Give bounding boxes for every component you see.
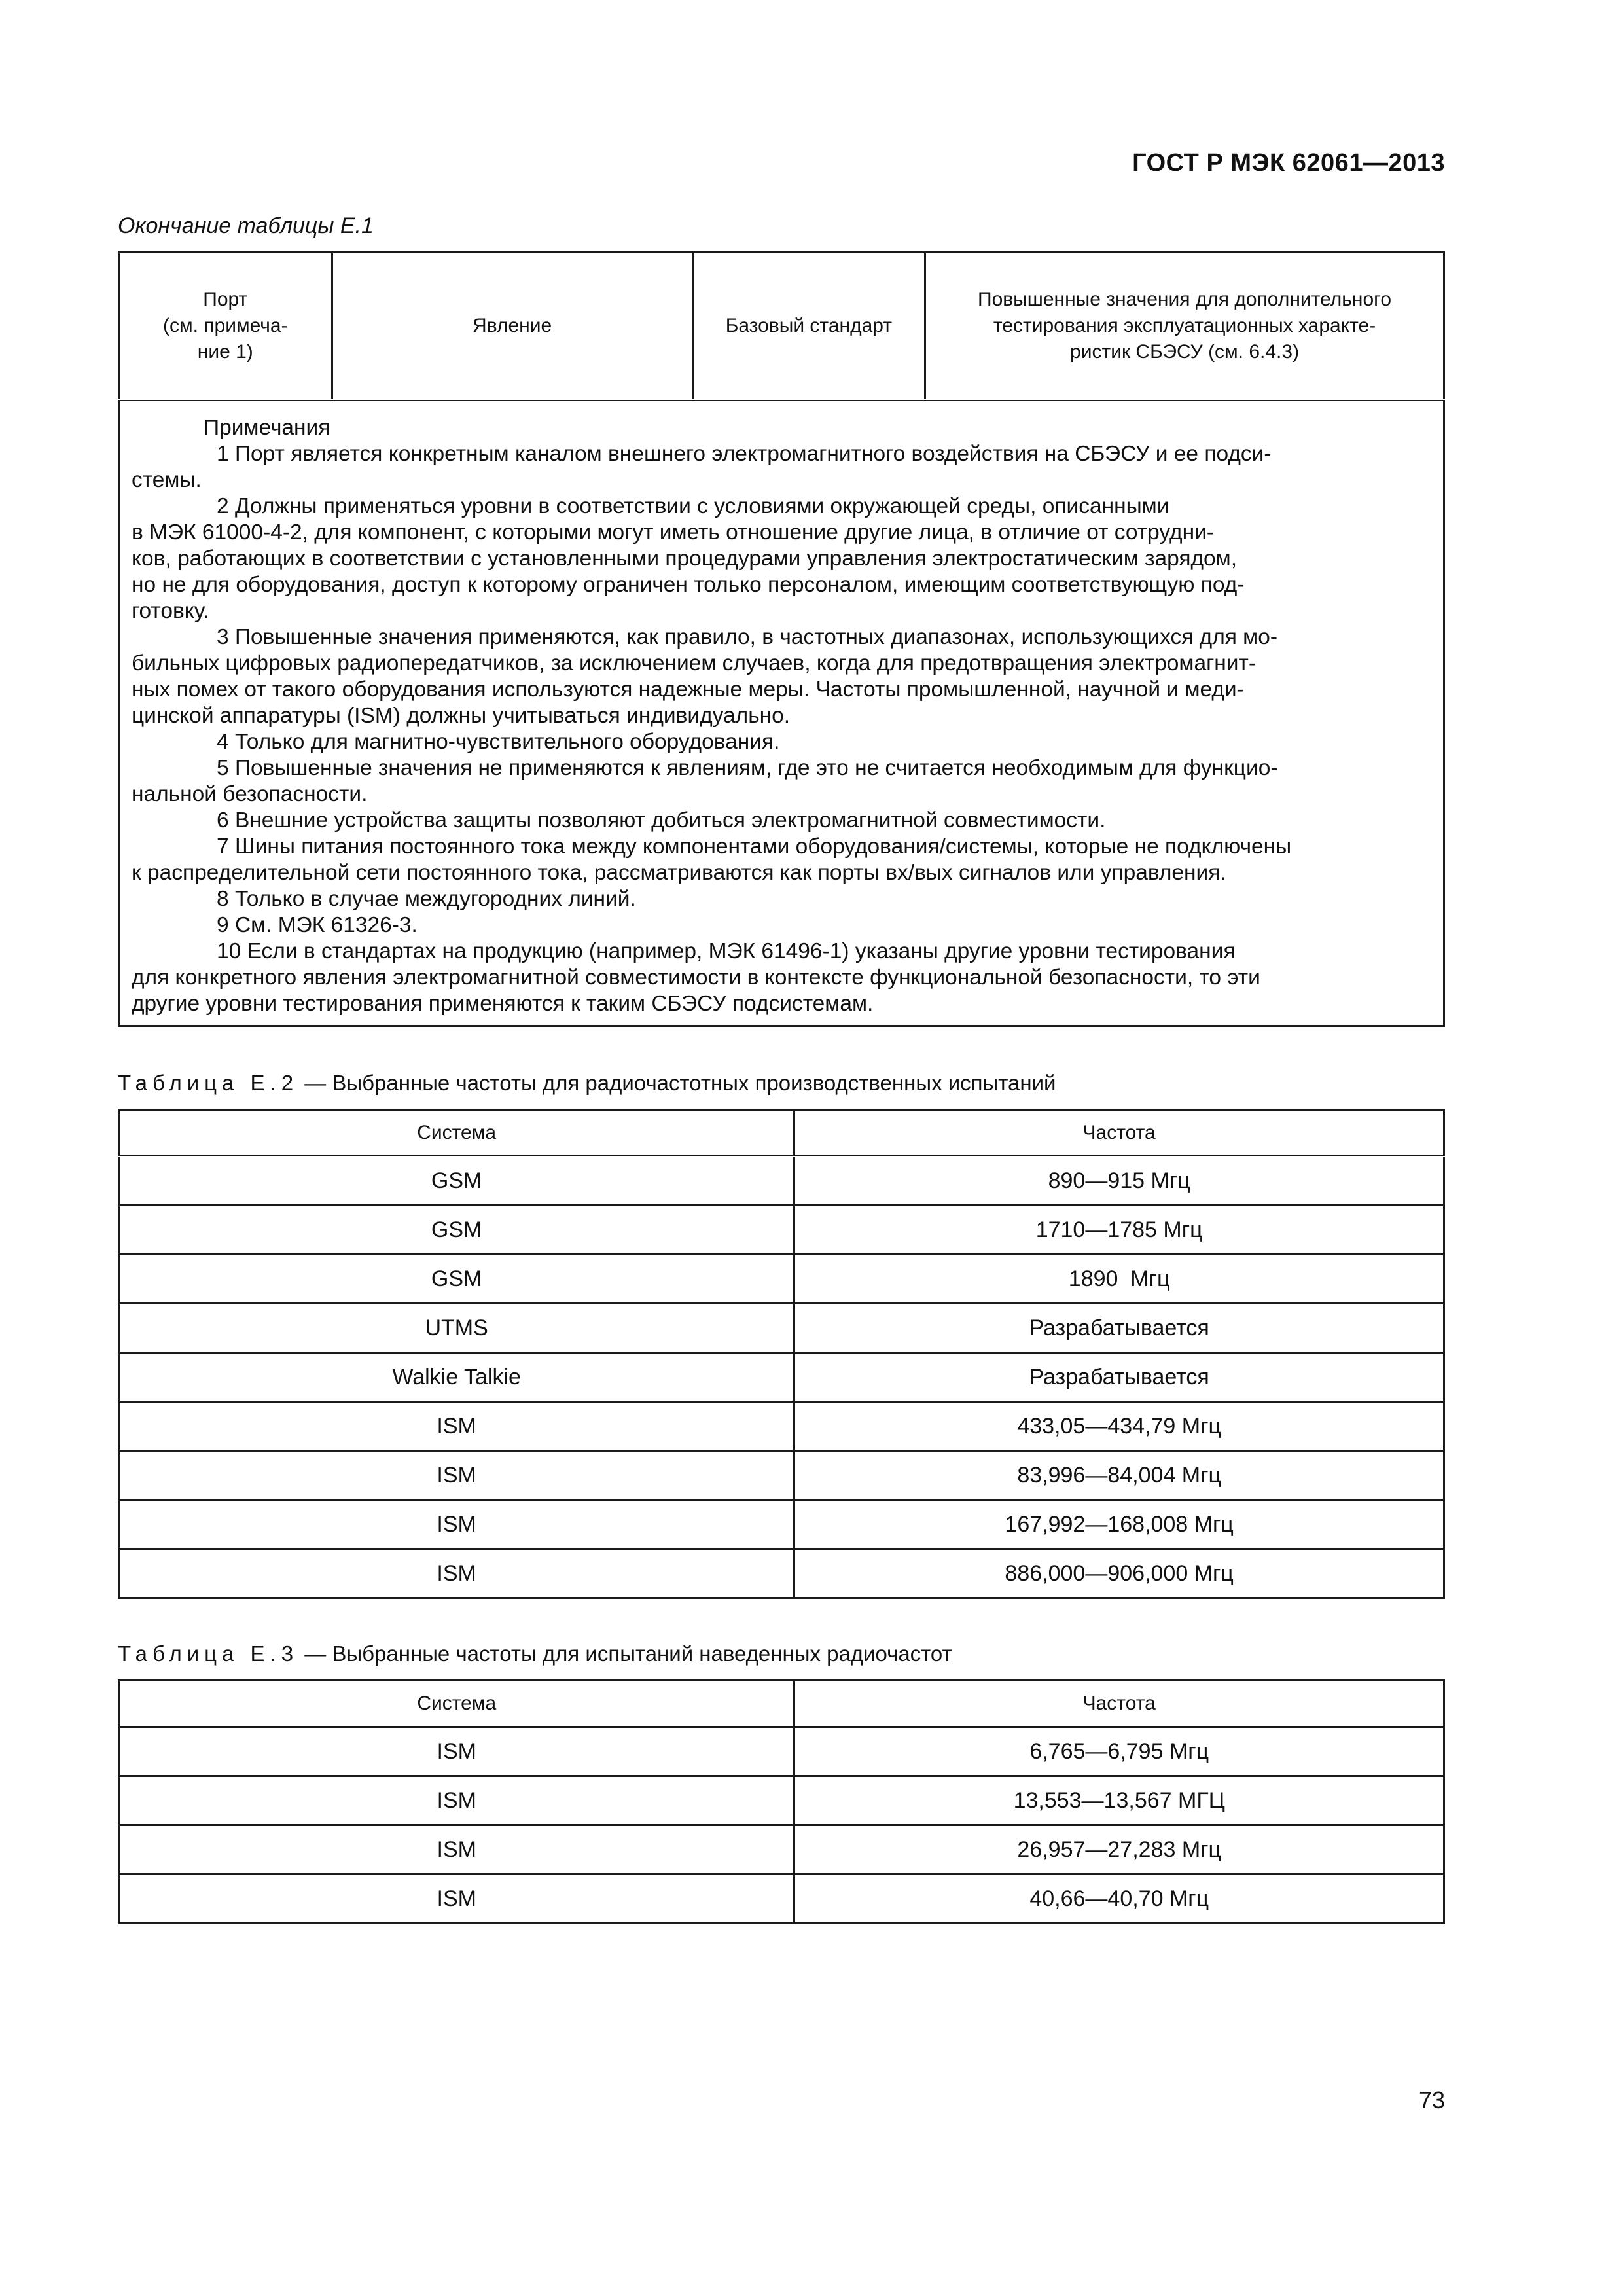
frequency-cell: 433,05—434,79 Мгц <box>794 1402 1444 1451</box>
frequency-cell: Разрабатывается <box>794 1353 1444 1402</box>
header-port: Порт (см. примеча- ние 1) <box>119 253 332 400</box>
system-cell: ISM <box>119 1451 794 1500</box>
table-row <box>119 1874 1444 1924</box>
system-cell: ISM <box>119 1776 794 1825</box>
header-phenomenon: Явление <box>332 253 692 400</box>
table-row <box>119 1206 1444 1255</box>
table-row <box>119 1451 1444 1500</box>
note-2: 2 Должны применяться уровни в соответствии с условиями окружающей среды, описанными в МЭК 61000-4-2, для компонент, с которыми могут иметь отношение другие лица, в отличие от сотрудни- ков, работающих в соответствии с установленными процедурами управления электростатическим зарядом, но не для оборудования, доступ к которому ограничен только персоналом, имеющим соответствующую под- готовку. <box>132 494 1245 623</box>
note-8: 8 Только в случае междугородних линий. <box>217 887 636 911</box>
table-row <box>119 1353 1444 1402</box>
table-row <box>119 1157 1444 1206</box>
table-e3-caption: Таблица Е.3 — Выбранные частоты для испытаний наведенных радиочастот <box>118 1641 952 1666</box>
header-frequency: Частота <box>794 1681 1444 1727</box>
note-3: 3 Повышенные значения применяются, как правило, в частотных диапазонах, использующихся для мо- бильных цифровых радиопередатчиков, за исключением случаев, когда для предотвращения электромагнит- ных помех от такого оборудования используются надежные меры. Частоты промышленной, научной и меди- цинской аппаратуры (ISM) должны учитываться индивидуально. <box>132 625 1278 728</box>
table-row <box>119 1549 1444 1598</box>
system-cell: ISM <box>119 1874 794 1924</box>
system-cell: GSM <box>119 1157 794 1206</box>
table-e2 <box>118 1109 1445 1599</box>
system-cell: ISM <box>119 1727 794 1776</box>
note-4: 4 Только для магнитно-чувствительного оборудования. <box>217 730 780 754</box>
system-cell: GSM <box>119 1255 794 1304</box>
notes-title: Примечания <box>204 416 330 440</box>
system-cell: ISM <box>119 1825 794 1874</box>
note-9: 9 См. МЭК 61326-3. <box>217 913 418 937</box>
system-cell: ISM <box>119 1549 794 1598</box>
table-e1 <box>118 251 1445 1027</box>
header-basic-standard: Базовый стандарт <box>692 253 925 400</box>
header-frequency: Частота <box>794 1110 1444 1157</box>
frequency-cell: 13,553—13,567 МГЦ <box>794 1776 1444 1825</box>
frequency-cell: 886,000—906,000 Мгц <box>794 1549 1444 1598</box>
page-number: 73 <box>1418 2087 1445 2113</box>
table-e1-continuation-caption: Окончание таблицы Е.1 <box>118 213 374 238</box>
table-row <box>119 1500 1444 1549</box>
table-row <box>119 1776 1444 1825</box>
table-row <box>119 1402 1444 1451</box>
system-cell: Walkie Talkie <box>119 1353 794 1402</box>
note-5: 5 Повышенные значения не применяются к явлениям, где это не считается необходимым для функцио- нальной безопасности. <box>132 756 1278 806</box>
table-row <box>119 1255 1444 1304</box>
frequency-cell: 167,992—168,008 Мгц <box>794 1500 1444 1549</box>
standard-designation: ГОСТ Р МЭК 62061—2013 <box>1132 149 1445 177</box>
note-1: 1 Порт является конкретным каналом внешнего электромагнитного воздействия на СБЭСУ и ее подси- стемы. <box>132 442 1272 492</box>
table-header-row <box>119 1110 1444 1157</box>
table-header-row <box>119 1681 1444 1727</box>
table-row <box>119 1304 1444 1353</box>
table-e2-caption: Таблица Е.2 — Выбранные частоты для радиочастотных производственных испытаний <box>118 1071 1056 1095</box>
note-7: 7 Шины питания постоянного тока между компонентами оборудования/системы, которые не подключены к распределительной сети постоянного тока, рассматриваются как порты вх/вых сигналов или управления. <box>132 834 1292 885</box>
note-6: 6 Внешние устройства защиты позволяют добиться электромагнитной совместимости. <box>217 808 1106 833</box>
system-cell: ISM <box>119 1402 794 1451</box>
table-row <box>119 1727 1444 1776</box>
frequency-cell: 40,66—40,70 Мгц <box>794 1874 1444 1924</box>
table-row <box>119 1825 1444 1874</box>
system-cell: GSM <box>119 1206 794 1255</box>
frequency-cell: 890—915 Мгц <box>794 1157 1444 1206</box>
frequency-cell: 26,957—27,283 Мгц <box>794 1825 1444 1874</box>
frequency-cell: 1890 Мгц <box>794 1255 1444 1304</box>
system-cell: UTMS <box>119 1304 794 1353</box>
table-e3 <box>118 1679 1445 1924</box>
header-increased-levels: Повышенные значения для дополнительного тестирования эксплуатационных характе- ристик СБЭСУ (см. 6.4.3) <box>925 253 1444 400</box>
frequency-cell: 1710—1785 Мгц <box>794 1206 1444 1255</box>
frequency-cell: Разрабатывается <box>794 1304 1444 1353</box>
table-e1-notes-row <box>119 400 1444 1026</box>
system-cell: ISM <box>119 1500 794 1549</box>
notes-cell <box>119 400 1444 1026</box>
frequency-cell: 83,996—84,004 Мгц <box>794 1451 1444 1500</box>
frequency-cell: 6,765—6,795 Мгц <box>794 1727 1444 1776</box>
table-e1-header-row <box>119 253 1444 400</box>
header-system: Система <box>119 1110 794 1157</box>
header-system: Система <box>119 1681 794 1727</box>
note-10: 10 Если в стандартах на продукцию (например, МЭК 61496-1) указаны другие уровни тестирования для конкретного явления электромагнитной совместимости в контексте функциональной безопасности, то эти другие уровни тестирования применяются к таким СБЭСУ подсистемам. <box>132 939 1260 1016</box>
